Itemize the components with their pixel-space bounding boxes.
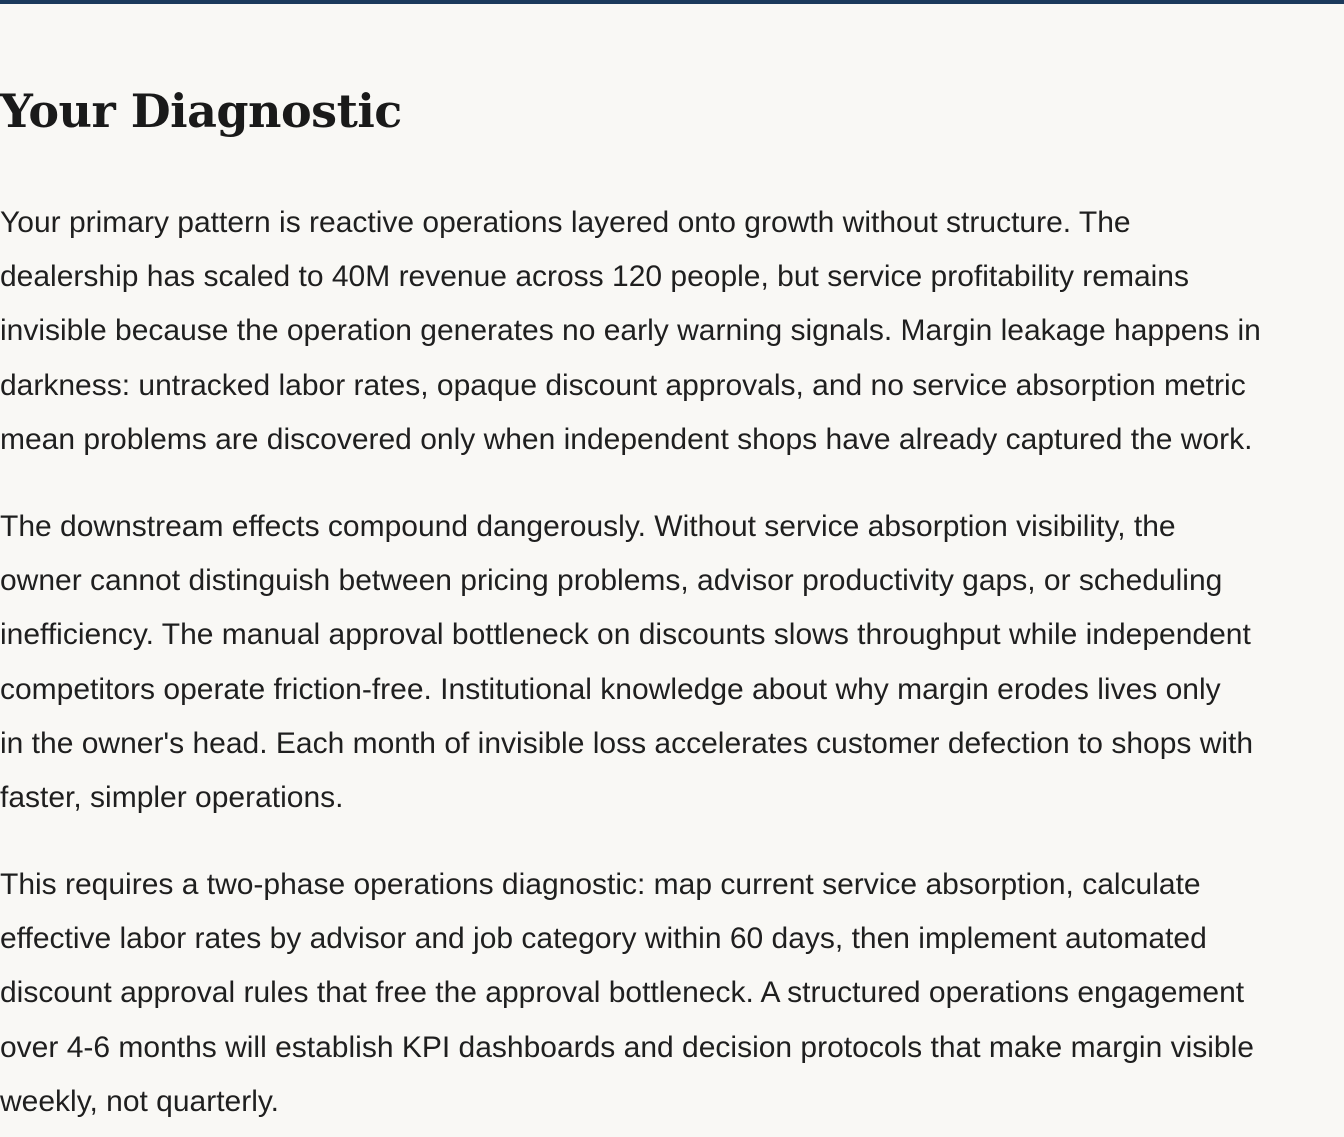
paragraph-line: in the owner's head. Each month of invisible loss accelerates customer defection to shops with	[0, 726, 1254, 760]
page-title: Your Diagnostic	[0, 84, 402, 138]
paragraph-line: discount approval rules that free the approval bottleneck. A structured operations engagement	[0, 976, 1245, 1010]
paragraph-line: faster, simpler operations.	[0, 781, 344, 815]
paragraph-line: inefficiency. The manual approval bottleneck on discounts slows throughput while independent	[0, 618, 1251, 652]
paragraph-line: effective labor rates by advisor and job category within 60 days, then implement automated	[0, 922, 1207, 956]
diagnostic-paragraph-effects	[0, 500, 1344, 825]
paragraph-line: mean problems are discovered only when independent shops have already captured the work.	[0, 422, 1253, 456]
paragraph-line: competitors operate friction-free. Institutional knowledge about why margin erodes lives only	[0, 672, 1221, 706]
paragraph-line: over 4-6 months will establish KPI dashboards and decision protocols that make margin visible	[0, 1030, 1254, 1064]
paragraph-line: invisible because the operation generates no early warning signals. Margin leakage happens in	[0, 314, 1261, 348]
paragraph-line: This requires a two-phase operations diagnostic: map current service absorption, calculate	[0, 868, 1201, 901]
diagnostic-paragraph-pattern	[0, 196, 1344, 467]
paragraph-line: dealership has scaled to 40M revenue across 120 people, but service profitability remains	[0, 260, 1189, 294]
paragraph-line: darkness: untracked labor rates, opaque discount approvals, and no service absorption metric	[0, 368, 1246, 402]
paragraph-line: Your primary pattern is reactive operations layered onto growth without structure. The	[0, 206, 1131, 239]
paragraph-line: weekly, not quarterly.	[0, 1084, 280, 1118]
paragraph-line: The downstream effects compound dangerously. Without service absorption visibility, the	[0, 510, 1176, 543]
paragraph-line: owner cannot distinguish between pricing problems, advisor productivity gaps, or scheduling	[0, 564, 1223, 598]
diagnostic-paragraph-recommendation	[0, 858, 1344, 1129]
